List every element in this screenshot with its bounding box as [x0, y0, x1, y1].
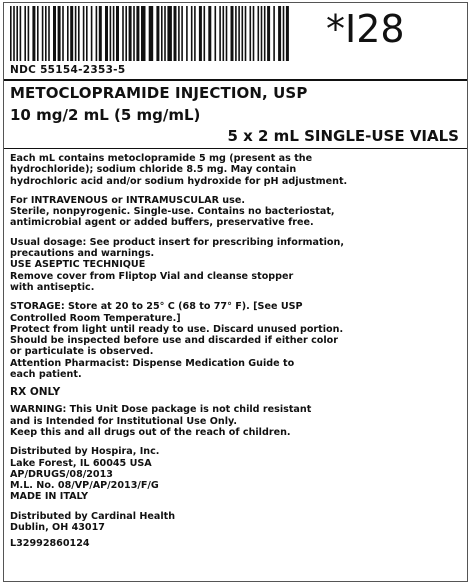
barcode-bar: [91, 6, 93, 61]
composition-line: Each mL contains metoclopramide 5 mg (present as the: [10, 153, 313, 164]
barcode-bar: [86, 6, 88, 61]
barcode-bar: [13, 6, 15, 61]
storage-line: Should be inspected before use and discarded if either color: [10, 335, 338, 347]
product-strength: 10 mg/2 mL (5 mg/mL): [10, 106, 201, 124]
barcode-bar: [116, 6, 119, 61]
barcode-bar: [235, 6, 237, 61]
barcode-bar: [10, 6, 12, 61]
barcode-bar: [167, 6, 172, 61]
barcode-bar: [283, 6, 285, 61]
barcode-bar: [110, 6, 112, 61]
barcode-bar: [149, 6, 154, 61]
barcode-bar: [223, 6, 225, 61]
barcode-bar: [164, 6, 166, 61]
barcode-bar: [67, 6, 69, 61]
barcode-bar: [48, 6, 50, 61]
dosage-line: Remove cover from Fliptop Vial and cleanse stopper: [10, 270, 294, 282]
barcode-bar: [238, 6, 240, 61]
divider: [4, 148, 467, 149]
warning-line: Keep this and all drugs out of the reach of children.: [10, 426, 291, 438]
label-body: [10, 153, 461, 550]
barcode-bar: [215, 6, 217, 61]
distributor-line: AP/DRUGS/08/2013: [10, 468, 113, 480]
barcode-bar: [122, 6, 124, 61]
barcode-bar: [113, 6, 115, 61]
storage-line: or particulate is observed.: [10, 346, 154, 358]
barcode-bar: [250, 6, 252, 61]
rx-only: RX ONLY: [10, 386, 61, 399]
drug-label: [3, 2, 468, 582]
storage-line: Attention Pharmacist: Dispense Medication Guide to: [10, 357, 295, 369]
barcode-bar: [199, 6, 202, 61]
barcode-bar: [258, 6, 260, 61]
dosage-line: Usual dosage: See product insert for prescribing information,: [10, 236, 344, 248]
barcode-bar: [261, 6, 263, 61]
barcode-bar: [231, 6, 234, 61]
barcode-bar: [156, 6, 159, 61]
distributor-line: MADE IN ITALY: [10, 491, 89, 503]
barcode-bar: [16, 6, 18, 61]
barcode-bar: [178, 6, 180, 61]
barcode-bar: [125, 6, 127, 61]
distributor-line: Lake Forest, IL 60045 USA: [10, 457, 152, 469]
barcode-bar: [174, 6, 177, 61]
barcode-bar: [78, 6, 80, 61]
barcode-bar: [264, 6, 266, 61]
lot-code: L32992860124: [10, 538, 90, 550]
distributor-line: Distributed by Cardinal Health: [10, 510, 176, 522]
dosage-line: USE ASEPTIC TECHNIQUE: [10, 259, 146, 271]
barcode-bar: [96, 6, 98, 61]
barcode-bar: [53, 6, 56, 61]
barcode-bar: [99, 6, 102, 61]
barcode-bar: [37, 6, 39, 61]
barcode-bar: [181, 6, 183, 61]
use-line: For INTRAVENOUS or INTRAMUSCULAR use.: [10, 194, 245, 206]
barcode-bar: [136, 6, 139, 61]
distributor-line: Distributed by Hospira, Inc.: [10, 446, 160, 458]
barcode-bar: [219, 6, 221, 61]
barcode-bar: [194, 6, 196, 61]
composition-line: hydrochloride); sodium chloride 8.5 mg. May contain: [10, 164, 297, 176]
barcode-bar: [186, 6, 188, 61]
barcode-bar: [129, 6, 132, 61]
barcode-bar: [83, 6, 85, 61]
warning-line: and is Intended for Institutional Use Only.: [10, 415, 238, 427]
barcode-bar: [32, 6, 35, 61]
barcode: [10, 6, 290, 61]
package-description: 5 x 2 mL SINGLE-USE VIALS: [227, 127, 459, 145]
divider: [4, 79, 467, 81]
barcode-bar: [273, 6, 275, 61]
barcode-bar: [161, 6, 163, 61]
barcode-bar: [141, 6, 146, 61]
barcode-bar: [253, 6, 255, 61]
barcode-bar: [42, 6, 44, 61]
barcode-bar: [133, 6, 135, 61]
product-name: METOCLOPRAMIDE INJECTION, USP: [10, 84, 308, 102]
dosage-line: with antiseptic.: [10, 281, 95, 293]
composition-line: hydrochloric acid and/or sodium hydroxide for pH adjustment.: [10, 175, 348, 187]
barcode-bar: [245, 6, 247, 61]
barcode-bar: [242, 6, 244, 61]
barcode-bar: [45, 6, 47, 61]
storage-line: STORAGE: Store at 20 to 25° C (68 to 77° F). [See USP: [10, 301, 303, 313]
distributor-line: Dublin, OH 43017: [10, 522, 105, 534]
barcode-bar: [24, 6, 26, 61]
dosage-line: precautions and warnings.: [10, 248, 155, 260]
barcode-bar: [208, 6, 211, 61]
barcode-bar: [20, 6, 22, 61]
item-code: *I28: [326, 7, 405, 51]
barcode-bar: [286, 6, 289, 61]
barcode-bar: [62, 6, 64, 61]
barcode-bar: [226, 6, 228, 61]
barcode-bar: [58, 6, 61, 61]
use-line: antimicrobial agent or added buffers, preservative free.: [10, 217, 314, 229]
storage-line: Controlled Room Temperature.]: [10, 312, 181, 324]
barcode-bar: [75, 6, 77, 61]
ndc-number: NDC 55154-2353-5: [10, 64, 126, 76]
warning-line: WARNING: This Unit Dose package is not child resistant: [10, 404, 312, 416]
use-line: Sterile, nonpyrogenic. Single-use. Contains no bacteriostat,: [10, 206, 335, 218]
barcode-bar: [278, 6, 281, 61]
barcode-bar: [191, 6, 193, 61]
storage-line: each patient.: [10, 369, 82, 381]
barcode-bar: [105, 6, 108, 61]
barcode-bar: [28, 6, 30, 61]
barcode-bar: [267, 6, 270, 61]
distributor-line: M.L. No. 08/VP/AP/2013/F/G: [10, 480, 159, 492]
storage-line: Protect from light until ready to use. Discard unused portion.: [10, 323, 344, 335]
barcode-bar: [70, 6, 73, 61]
barcode-bar: [204, 6, 206, 61]
